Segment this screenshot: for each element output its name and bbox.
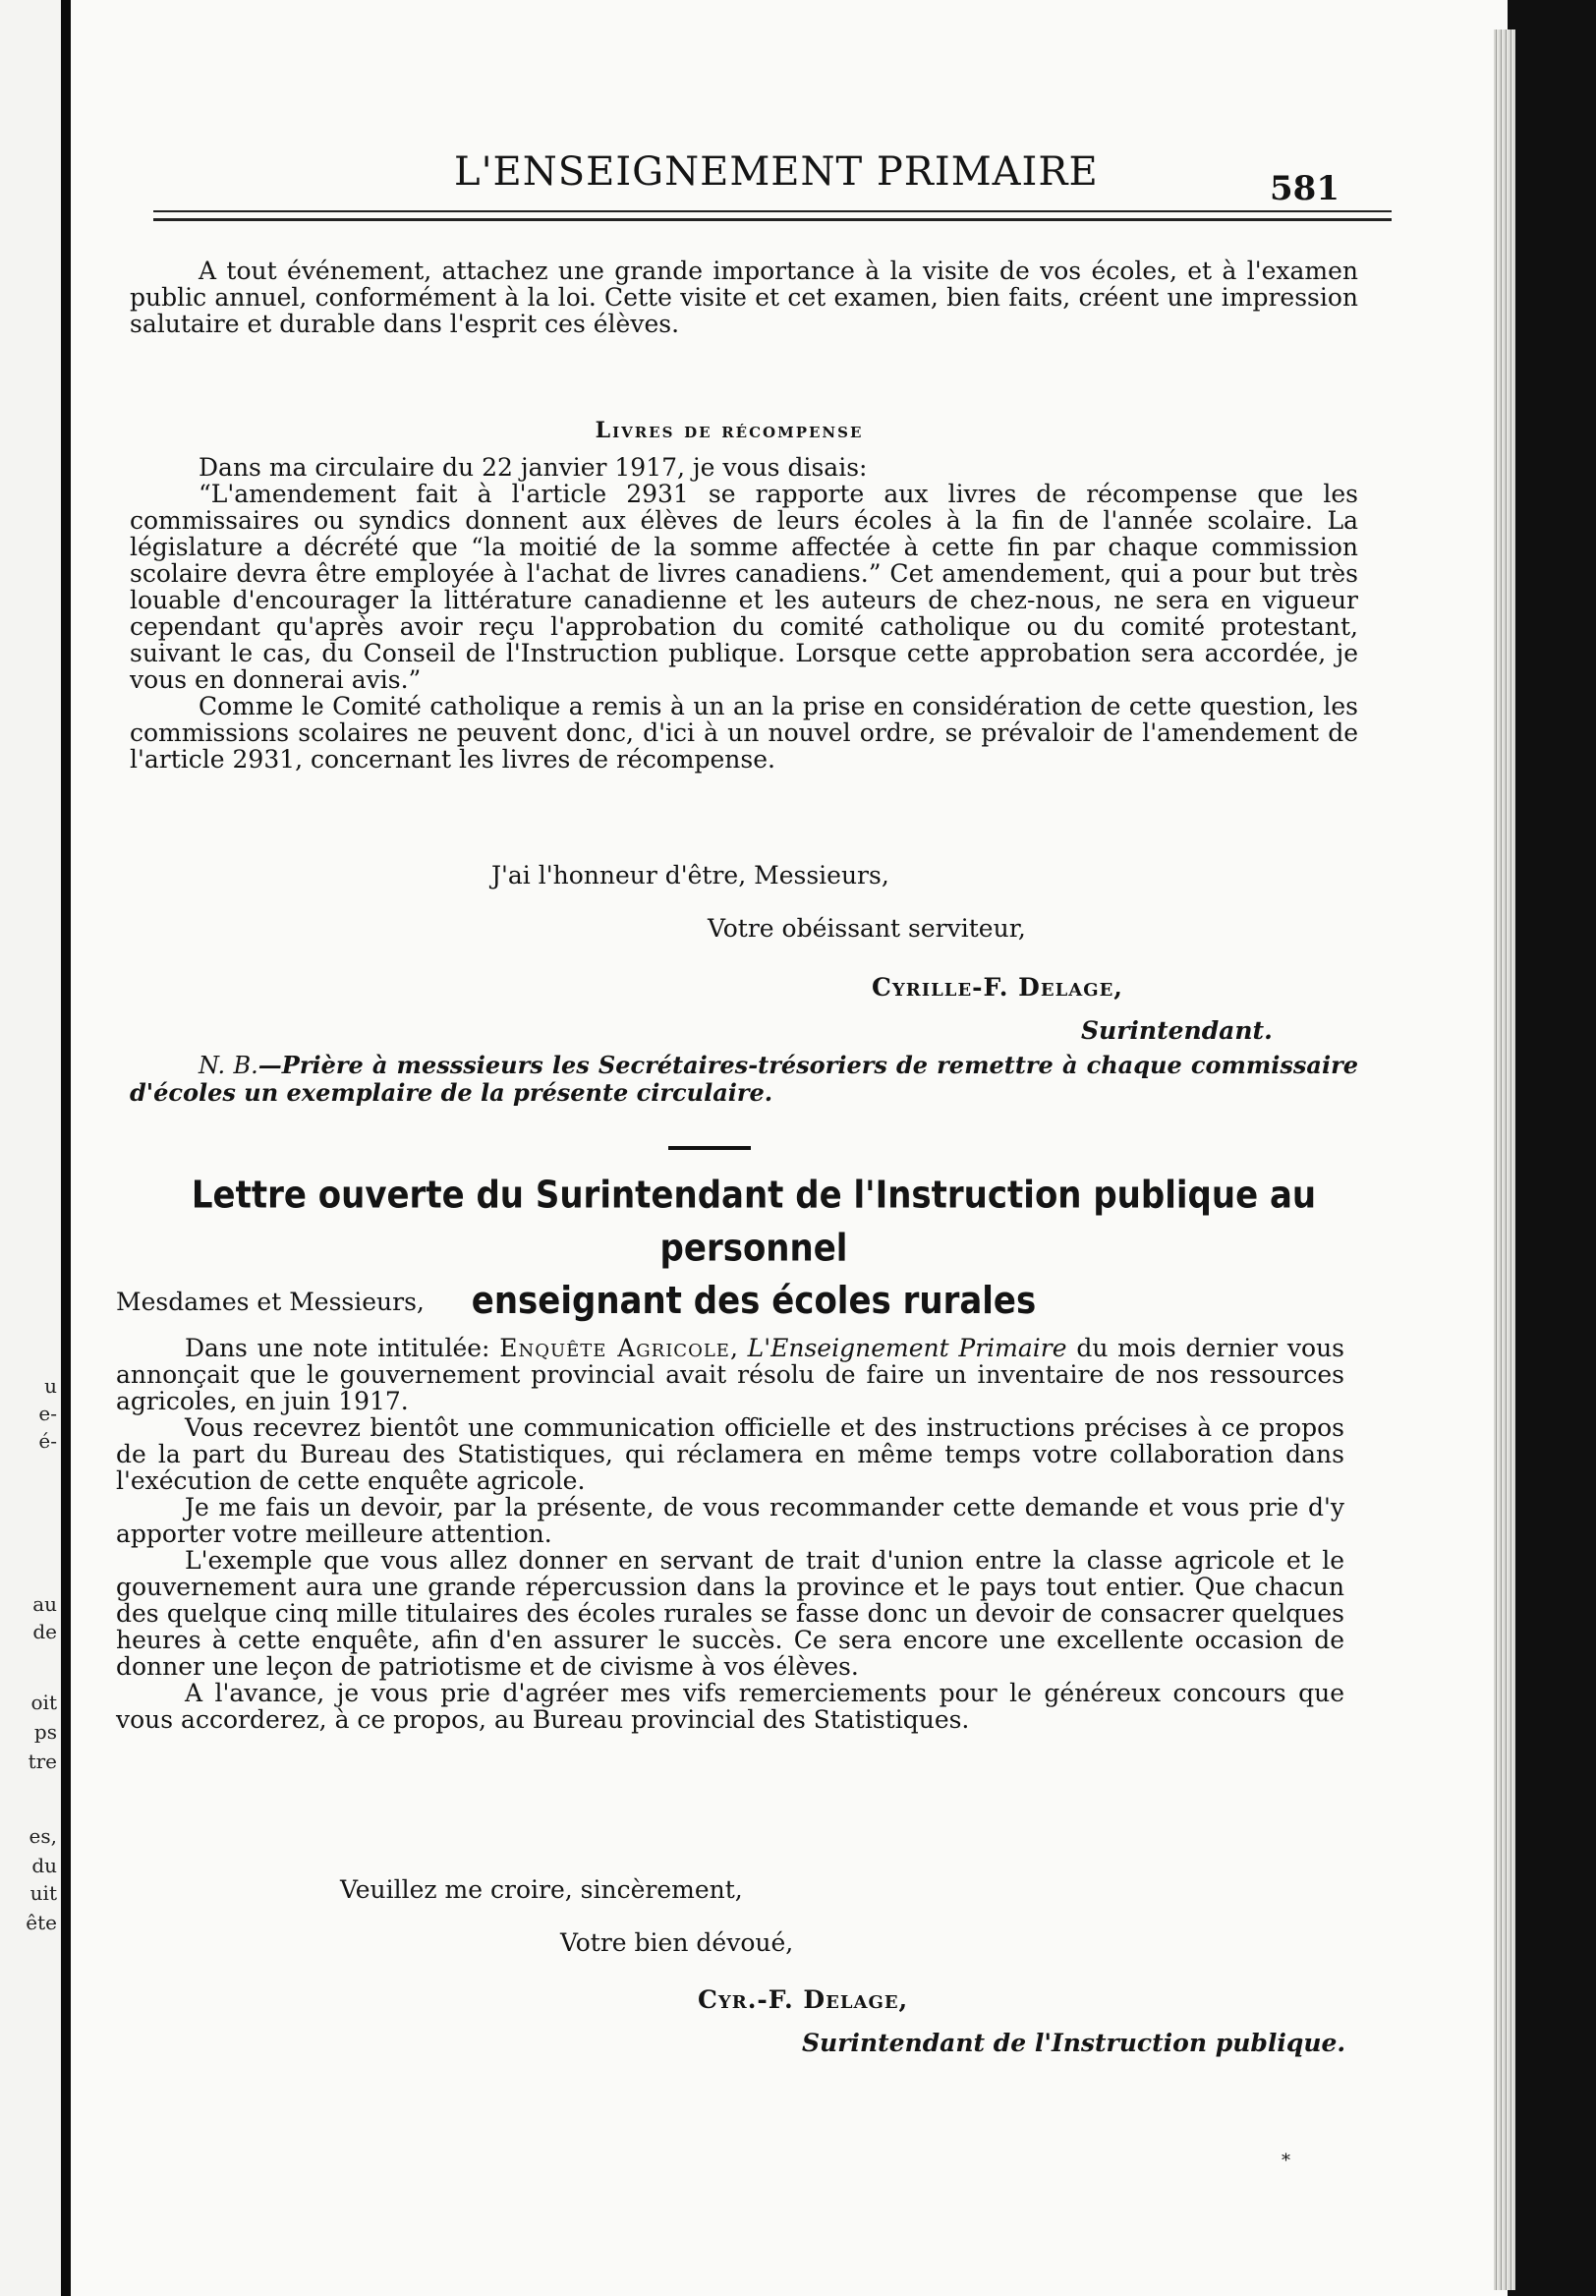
margin-fragment: ête <box>26 1911 57 1934</box>
margin-fragment: tre <box>28 1750 57 1773</box>
letter-paragraph-2: Vous recevrez bientôt une communication officielle et des instructions précises à ce propos de la part du Bureau des Statistiques, qui réclamera en même temps votre collaboration dans l'exécution de cette enquête agricole. <box>116 1413 1344 1495</box>
nota-bene-label: N. B. <box>199 1052 258 1079</box>
margin-fragment: du <box>31 1854 57 1877</box>
circular-paragraph-2: “L'amendement fait à l'article 2931 se rapporte aux livres de récompense que les commissaires ou syndics donnent aux élèves de leurs écoles à la fin de l'année scolaire. La législature a décrété que “la moitié de la somme affectée à cette fin par chaque commission scolaire devra être employée à l'achat de livres canadiens.” Cet amendement, qui a pour but très louable d'encourager la littérature canadienne et les auteurs de chez-nous, ne sera en vigueur cependant qu'après avoir reçu l'approbation du comité catholique ou du comité protestant, suivant le cas, du Conseil de l'Instruction publique. Lorsque cette approbation sera accordée, je vous en donnerai avis.” <box>130 480 1358 694</box>
closing-honneur: J'ai l'honneur d'être, Messieurs, <box>491 861 889 890</box>
letter-signature: Cyr.-F. Delage, <box>698 1985 909 2014</box>
signature: Cyrille-F. Delage, <box>872 973 1123 1002</box>
margin-fragment: ps <box>33 1720 57 1744</box>
page-number: 581 <box>1270 169 1340 208</box>
letter-paragraph-3: Je me fais un devoir, par la présente, de vous recommander cette demande et vous prie d'y apporter votre meilleure attention. <box>116 1493 1344 1548</box>
letter-salutation: Mesdames et Messieurs, <box>116 1288 425 1316</box>
nota-bene <box>130 1052 1358 1107</box>
header-rule <box>153 210 1392 212</box>
running-header: L'ENSEIGNEMENT PRIMAIRE <box>454 149 1099 195</box>
intro-paragraph: A tout événement, attachez une grande importance à la visite de vos écoles, et à l'examen public annuel, conformément à la loi. Cette visite et cet examen, bien faits, créent une impression salutaire et durable dans l'esprit ces élèves. <box>130 257 1358 338</box>
circular-paragraph-3: Comme le Comité catholique a remis à un an la prise en considération de cette question, les commissions scolaires ne peuvent donc, d'ici à un nouvel ordre, se prévaloir de l'amendement de l'article 2931, concernant les livres de récompense. <box>130 692 1358 774</box>
margin-fragment: é- <box>38 1429 57 1453</box>
book-edge <box>1508 0 1596 2296</box>
letter-paragraph-5: A l'avance, je vous prie d'agréer mes vifs remerciements pour le généreux concours que vous accorderez, à ce propos, au Bureau provincial des Statistiques. <box>116 1679 1344 1734</box>
margin-fragment: au <box>32 1592 57 1616</box>
footer-mark: * <box>1282 2151 1290 2171</box>
circular-quote-block <box>130 454 1358 773</box>
previous-page-edge <box>0 0 71 2296</box>
margin-fragment: u <box>44 1374 57 1398</box>
signature-role: Surintendant. <box>1081 1016 1273 1045</box>
letter-devoue: Votre bien dévoué, <box>560 1928 794 1957</box>
letter-signature-role: Surintendant de l'Instruction publique. <box>802 2029 1346 2057</box>
closing-serviteur: Votre obéissant serviteur, <box>708 914 1026 943</box>
section-heading: Livres de récompense <box>595 418 864 443</box>
margin-fragment: es, <box>28 1824 57 1848</box>
margin-fragment: de <box>32 1620 57 1643</box>
page <box>71 0 1515 2296</box>
page-stack-edge <box>1494 29 1515 2290</box>
letter-paragraph-1: Dans une note intitulée: Enquête Agricole, L'Enseignement Primaire du mois dernier vous annonçait que le gouvernement provincial avait résolu de faire un inventaire de nos ressources agricoles, en juin 1917. <box>116 1334 1344 1415</box>
circular-paragraph-1: Dans ma circulaire du 22 janvier 1917, je vous disais: <box>199 453 868 482</box>
letter-title-line-1: Lettre ouverte du Surintendant de l'Instruction publique au personnel <box>191 1173 1317 1271</box>
intro-paragraph-block <box>130 258 1358 337</box>
margin-fragment: uit <box>29 1881 57 1905</box>
nota-bene-text: —Prière à messsieurs les Secrétaires-trésoriers de remettre à chaque commissaire d'écoles un exemplaire de la présente circulaire. <box>130 1051 1358 1107</box>
margin-fragment: oit <box>30 1691 57 1714</box>
letter-title-line-2: enseignant des écoles rurales <box>471 1279 1037 1324</box>
letter-body <box>116 1335 1344 1733</box>
enquete-agricole-caps: Enquête Agricole <box>499 1334 730 1362</box>
letter-closing: Veuillez me croire, sincèrement, <box>340 1875 743 1904</box>
section-separator <box>668 1146 751 1150</box>
publication-title: L'Enseignement Primaire <box>747 1334 1067 1362</box>
header-rule <box>153 218 1392 221</box>
letter-paragraph-4: L'exemple que vous allez donner en servant de trait d'union entre la classe agricole et le gouvernement aura une grande répercussion dans la province et le pays tout entier. Que chacun des quelque cinq mille titulaires des écoles rurales se fasse donc un devoir de consacrer quelques heures à cette enquête, afin d'en assurer le succès. Ce sera encore une excellente occasion de donner une leçon de patriotisme et de civisme à vos élèves. <box>116 1546 1344 1681</box>
margin-fragment: e- <box>38 1402 57 1425</box>
